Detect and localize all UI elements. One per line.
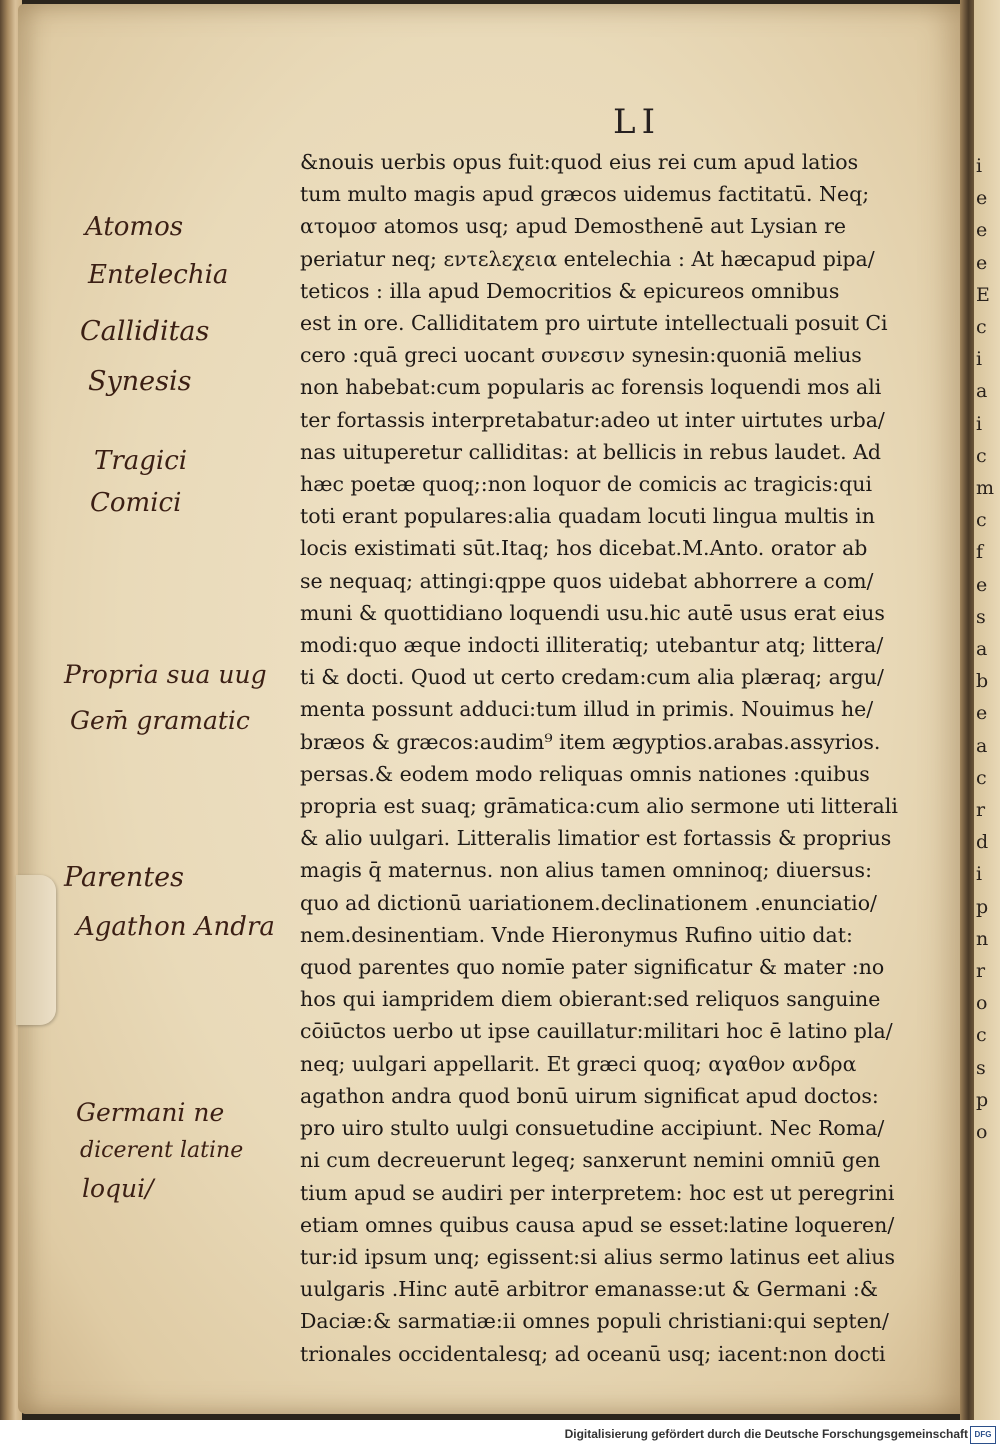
text-line: propria est suaq; grāmatica:cum alio sermone uti litterali — [300, 794, 898, 819]
text-line: agathon andra quod bonū uirum significat apud doctos: — [300, 1083, 879, 1108]
text-line: ti & docti. Quod ut certo credam:cum alia plæraq; argu/ — [300, 665, 884, 690]
text-line: non habebat:cum popularis ac forensis loquendi mos ali — [300, 375, 882, 400]
margin-note-entelechia: Entelechia — [88, 260, 229, 290]
text-line: ατομοσ atomos usq; apud Demosthenē aut Lysian re — [300, 214, 847, 239]
text-line: quo ad dictionū uariationem.declinationem .enunciatio/ — [300, 890, 877, 915]
text-line: cōiūctos uerbo ut ipse cauillatur:militari hoc ē latino pla/ — [300, 1019, 893, 1044]
book-gutter — [960, 0, 974, 1420]
text-line: & alio uulgari. Litteralis limatior est fortassis & proprius — [300, 826, 892, 851]
text-line: nas uituperetur calliditas: at bellicis in rebus laudet. Ad — [300, 439, 882, 464]
text-line: se nequaq; attingi:qppe quos uidebat abhorrere a com/ — [300, 568, 874, 593]
text-line: locis existimati sūt.Itaq; hos dicebat.M.Anto. orator ab — [300, 536, 868, 561]
text-line: uulgaris .Hinc autē arbitror emanasse:ut & Germani :& — [300, 1277, 878, 1302]
main-text-block — [300, 146, 940, 1370]
text-line: tur:id ipsum unq; egissent:si alius sermo latinus eet alius — [300, 1244, 895, 1269]
facing-page-fragments: i e e e E c i a i c m c f e s a b e a c r d i p n r o c s p o — [976, 155, 995, 1144]
text-line: cero :quā greci uocant συνεσιν synesin:quoniā melius — [300, 343, 862, 368]
text-line: magis q̄ maternus. non alius tamen omninoq; diuersus: — [300, 858, 872, 883]
text-line: tum multo magis apud græcos uidemus factitatū. Neq; — [300, 182, 870, 207]
text-line: muni & quottidiano loquendi usu.hic autē usus erat eius — [300, 600, 885, 625]
margin-note-propria: Propria sua uug — [64, 660, 267, 689]
margin-note-germani: Germani ne — [76, 1098, 225, 1127]
facing-page-edge — [974, 0, 1000, 1420]
text-line: neq; uulgari appellarit. Et græci quoq; αγαθον ανδρα — [300, 1051, 857, 1076]
margin-note-dicerent: dicerent latine — [80, 1138, 244, 1163]
footer-credit: Digitalisierung gefördert durch die Deutsche Forschungsgemeinschaft — [564, 1427, 968, 1441]
text-line: hæc poetæ quoq;:non loquor de comicis ac tragicis:qui — [300, 472, 873, 497]
text-line: Daciæ:& sarmatiæ:ii omnes populi christiani:qui septen/ — [300, 1309, 889, 1334]
folio-number: LI — [613, 102, 662, 142]
margin-note-tragici: Tragici — [94, 446, 188, 476]
marginalia — [0, 0, 300, 1420]
margin-note-parentes: Parentes — [64, 862, 185, 893]
text-line: &nouis uerbis opus fuit:quod eius rei cum apud latios — [300, 150, 859, 174]
margin-note-atomos: Atomos — [85, 212, 184, 242]
margin-note-calliditas: Calliditas — [80, 316, 210, 347]
text-line: menta possunt adduci:tum illud in primis. Nouimus he/ — [300, 697, 874, 722]
text-line: persas.& eodem modo reliquas omnis nationes :quibus — [300, 761, 870, 786]
margin-note-synesis: Synesis — [88, 366, 192, 397]
margin-note-gramatica: Gem̄ gramatic — [70, 706, 250, 735]
text-line: bræos & græcos:audim⁹ item ægyptios.arabas.assyrios. — [300, 729, 881, 754]
text-line: trionales occidentalesq; ad oceanū usq; iacent:non docti — [300, 1341, 886, 1366]
text-line: pro uiro stulto uulgi consuetudine accipiunt. Nec Roma/ — [300, 1116, 885, 1141]
dfg-logo-text: DFG — [974, 1430, 992, 1439]
footer-bar — [0, 1420, 1000, 1450]
text-line: modi:quo æque indocti illiteratiq; utebantur atq; littera/ — [300, 633, 884, 658]
text-line: tium apud se audiri per interpretem: hoc est ut peregrini — [300, 1180, 895, 1205]
text-line: est in ore. Calliditatem pro uirtute intellectuali posuit Ci — [300, 311, 888, 336]
text-line: quod parentes quo nomīe pater significatur & mater :no — [300, 955, 885, 980]
text-line: ni cum decreuerunt legeq; sanxerunt nemini omniū gen — [300, 1148, 881, 1173]
margin-note-comici: Comici — [90, 488, 182, 518]
text-line: ter fortassis interpretabatur:adeo ut inter uirtutes urba/ — [300, 407, 885, 432]
text-line: teticos : illa apud Democritios & epicureos omnibus — [300, 278, 840, 303]
margin-note-loqui: loqui/ — [82, 1174, 154, 1203]
text-line: periatur neq; εντελεχεια entelechia : At hæcapud pipa/ — [300, 246, 875, 271]
text-line: etiam omnes quibus causa apud se esset:latine loqueren/ — [300, 1212, 895, 1237]
margin-note-agathon: Agathon Andra — [76, 912, 275, 942]
text-line: nem.desinentiam. Vnde Hieronymus Rufino uitio dat: — [300, 922, 853, 947]
text-line: toti erant populares:alia quadam locuti lingua multis in — [300, 504, 875, 529]
text-line: hos qui iampridem diem obierant:sed reliquos sanguine — [300, 987, 881, 1012]
dfg-logo — [970, 1426, 996, 1444]
